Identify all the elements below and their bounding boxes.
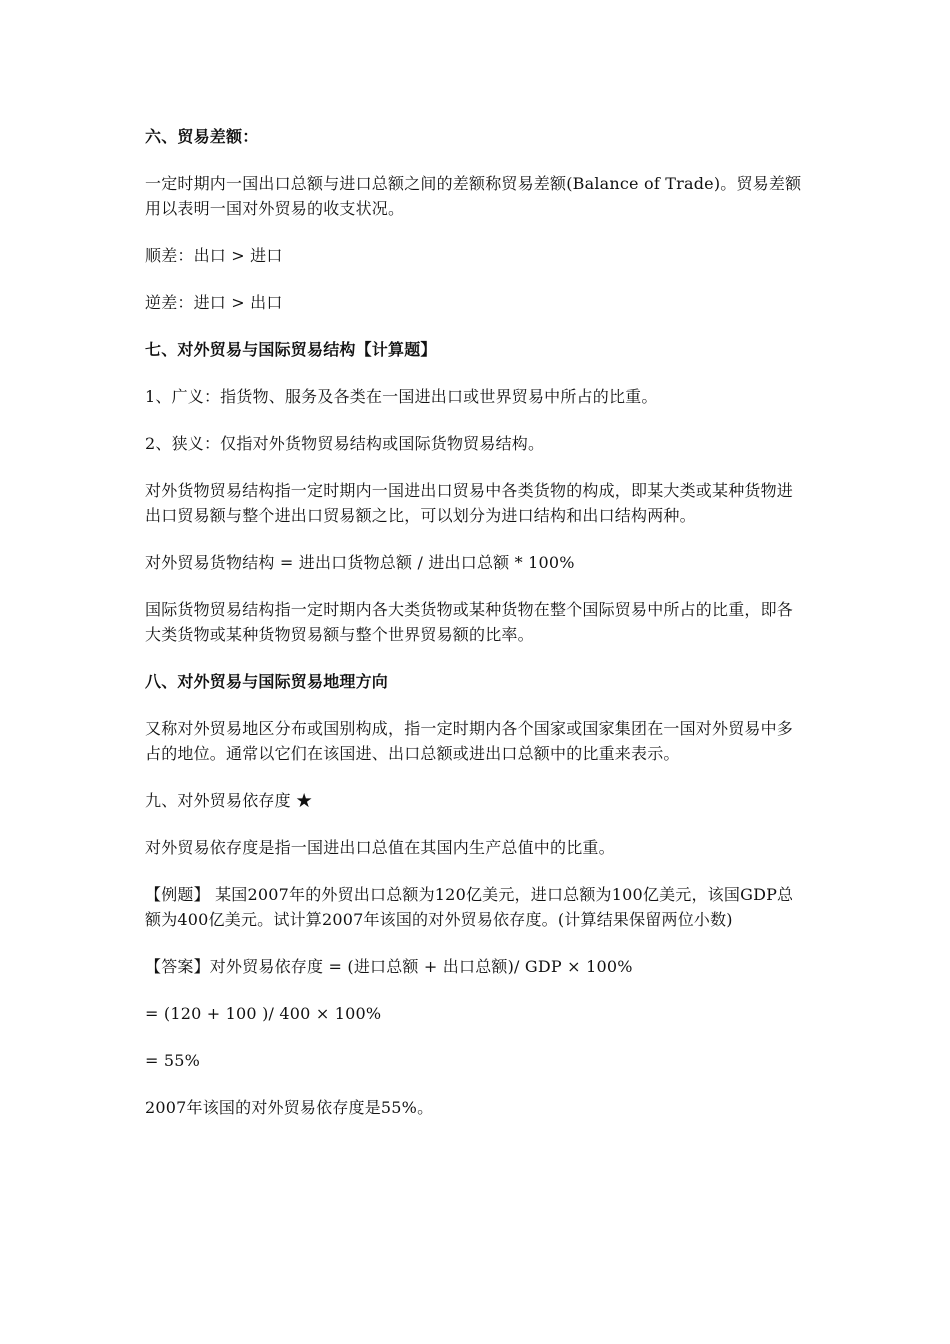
section-8-heading: 八、对外贸易与国际贸易地理方向 [145, 672, 389, 691]
dependence-definition: 对外贸易依存度是指一国进出口总值在其国内生产总值中的比重。 [145, 838, 615, 857]
goods-structure-formula: 对外贸易货物结构 = 进出口货物总额 / 进出口总额 * 100% [145, 553, 575, 572]
geographic-direction-text: 又称对外贸易地区分布或国别构成，指一定时期内各个国家或国家集团在一国对外贸易中多占的地位。通常以它们在该国进、出口总额或进出口总额中的比重来表示。 [145, 719, 794, 763]
narrow-definition: 2、狭义：仅指对外货物贸易结构或国际货物贸易结构。 [145, 434, 545, 453]
answer-result: = 55% [145, 1051, 201, 1070]
section-6-heading: 六、贸易差额： [145, 127, 259, 146]
answer-formula: 【答案】对外贸易依存度 = (进口总额 + 出口总额)/ GDP × 100% [145, 957, 633, 976]
trade-deficit-line: 逆差：进口 > 出口 [145, 293, 283, 312]
section-9-heading: 九、对外贸易依存度 ★ [145, 791, 313, 810]
answer-calculation: = (120 + 100 )/ 400 × 100% [145, 1004, 382, 1023]
section-7-heading: 七、对外贸易与国际贸易结构【计算题】 [145, 340, 437, 359]
trade-balance-definition: 一定时期内一国出口总额与进口总额之间的差额称贸易差额(Balance of Trade)。贸易差额用以表明一国对外贸易的收支状况。 [145, 174, 802, 218]
trade-surplus-line: 顺差：出口 > 进口 [145, 246, 283, 265]
intl-goods-structure-text: 国际货物贸易结构指一定时期内各大类货物或某种货物在整个国际贸易中所占的比重，即各大类货物或某种货物贸易额与整个世界贸易额的比率。 [145, 600, 794, 644]
answer-conclusion: 2007年该国的对外贸易依存度是55%。 [145, 1098, 434, 1117]
example-question: 【例题】 某国2007年的外贸出口总额为120亿美元，进口总额为100亿美元，该国GDP总额为400亿美元。试计算2007年该国的对外贸易依存度。(计算结果保留两位小数) [145, 885, 794, 929]
foreign-goods-structure-text: 对外货物贸易结构指一定时期内一国进出口贸易中各类货物的构成，即某大类或某种货物进出口贸易额与整个进出口贸易额之比，可以划分为进口结构和出口结构两种。 [145, 481, 794, 525]
document-page [145, 124, 805, 1142]
broad-definition: 1、广义：指货物、服务及各类在一国进出口或世界贸易中所占的比重。 [145, 387, 658, 406]
